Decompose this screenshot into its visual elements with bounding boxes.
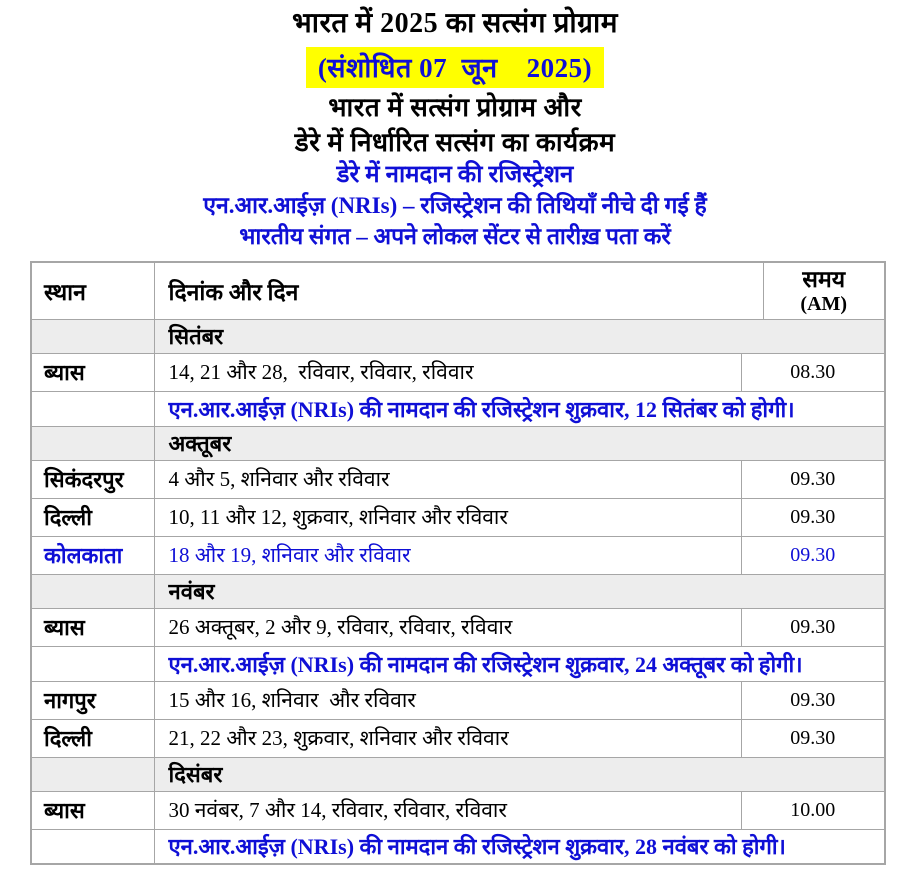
month-label: नवंबर — [154, 574, 885, 608]
schedule-table — [30, 261, 886, 865]
subtitle-line-2: डेरे में निर्धारित सत्संग का कार्यक्रम — [294, 127, 616, 157]
location-cell: नागपुर — [31, 681, 154, 719]
dates-cell: 26 अक्तूबर, 2 और 9, रविवार, रविवार, रविवार — [154, 608, 741, 646]
schedule-table-body — [31, 319, 885, 864]
dates-cell: 21, 22 और 23, शुक्रवार, शनिवार और रविवार — [154, 719, 741, 757]
nri-registration-note: एन.आर.आईज़ (NRIs) की नामदान की रजिस्ट्रेशन शुक्रवार, 28 नवंबर को होगी। — [154, 829, 885, 864]
time-cell: 09.30 — [741, 536, 885, 574]
time-cell: 09.30 — [741, 681, 885, 719]
schedule-row — [31, 536, 885, 574]
header-time-unit: (AM) — [800, 292, 848, 315]
location-cell: ब्यास — [31, 791, 154, 829]
month-section-row — [31, 426, 885, 460]
nri-note-row — [31, 391, 885, 426]
note-indian-sangat: भारतीय संगत – अपने लोकल सेंटर से तारीख़ पता करें — [239, 224, 671, 250]
revised-date-banner: (संशोधित 07 जून 2025) — [306, 47, 604, 88]
dates-cell: 10, 11 और 12, शुक्रवार, शनिवार और रविवार — [154, 498, 741, 536]
note-nri-registration: एन.आर.आईज़ (NRIs) – रजिस्ट्रेशन की तिथियाँ नीचे दी गई हैं — [203, 193, 707, 219]
nri-note-row — [31, 829, 885, 864]
dates-cell: 4 और 5, शनिवार और रविवार — [154, 460, 741, 498]
dates-cell: 30 नवंबर, 7 और 14, रविवार, रविवार, रविवार — [154, 791, 741, 829]
note-dera-registration: डेरे में नामदान की रजिस्ट्रेशन — [336, 162, 574, 189]
header-date-day: दिनांक और दिन — [154, 262, 763, 319]
nri-row-spacer-cell — [31, 391, 154, 426]
month-row-spacer-cell — [31, 319, 154, 353]
month-section-row — [31, 319, 885, 353]
schedule-row — [31, 791, 885, 829]
location-cell: कोलकाता — [31, 536, 154, 574]
location-cell: दिल्ली — [31, 719, 154, 757]
time-cell: 08.30 — [741, 353, 885, 391]
time-cell: 09.30 — [741, 460, 885, 498]
header-time — [763, 262, 885, 319]
document-header — [0, 6, 910, 252]
month-row-spacer-cell — [31, 574, 154, 608]
time-cell: 09.30 — [741, 608, 885, 646]
location-cell: दिल्ली — [31, 498, 154, 536]
nri-row-spacer-cell — [31, 829, 154, 864]
schedule-table-head — [31, 262, 885, 319]
month-label: सितंबर — [154, 319, 885, 353]
nri-row-spacer-cell — [31, 646, 154, 681]
schedule-row — [31, 353, 885, 391]
month-row-spacer-cell — [31, 757, 154, 791]
header-location: स्थान — [31, 262, 154, 319]
subtitle-line-1: भारत में सत्संग प्रोग्राम और — [328, 93, 582, 123]
month-label: दिसंबर — [154, 757, 885, 791]
schedule-row — [31, 681, 885, 719]
time-cell: 09.30 — [741, 719, 885, 757]
time-cell: 10.00 — [741, 791, 885, 829]
location-cell: ब्यास — [31, 353, 154, 391]
month-row-spacer-cell — [31, 426, 154, 460]
month-label: अक्तूबर — [154, 426, 885, 460]
schedule-row — [31, 608, 885, 646]
time-cell: 09.30 — [741, 498, 885, 536]
schedule-row — [31, 719, 885, 757]
dates-cell: 15 और 16, शनिवार और रविवार — [154, 681, 741, 719]
location-cell: सिकंदरपुर — [31, 460, 154, 498]
header-time-label: समय — [802, 267, 846, 293]
revised-banner-row — [0, 47, 910, 88]
nri-note-row — [31, 646, 885, 681]
nri-registration-note: एन.आर.आईज़ (NRIs) की नामदान की रजिस्ट्रेशन शुक्रवार, 12 सितंबर को होगी। — [154, 391, 885, 426]
schedule-row — [31, 460, 885, 498]
page-title: भारत में 2025 का सत्संग प्रोग्राम — [292, 8, 618, 39]
table-header-row — [31, 262, 885, 319]
nri-registration-note: एन.आर.आईज़ (NRIs) की नामदान की रजिस्ट्रेशन शुक्रवार, 24 अक्तूबर को होगी। — [154, 646, 885, 681]
month-section-row — [31, 574, 885, 608]
dates-cell: 18 और 19, शनिवार और रविवार — [154, 536, 741, 574]
dates-cell: 14, 21 और 28, रविवार, रविवार, रविवार — [154, 353, 741, 391]
location-cell: ब्यास — [31, 608, 154, 646]
month-section-row — [31, 757, 885, 791]
schedule-row — [31, 498, 885, 536]
